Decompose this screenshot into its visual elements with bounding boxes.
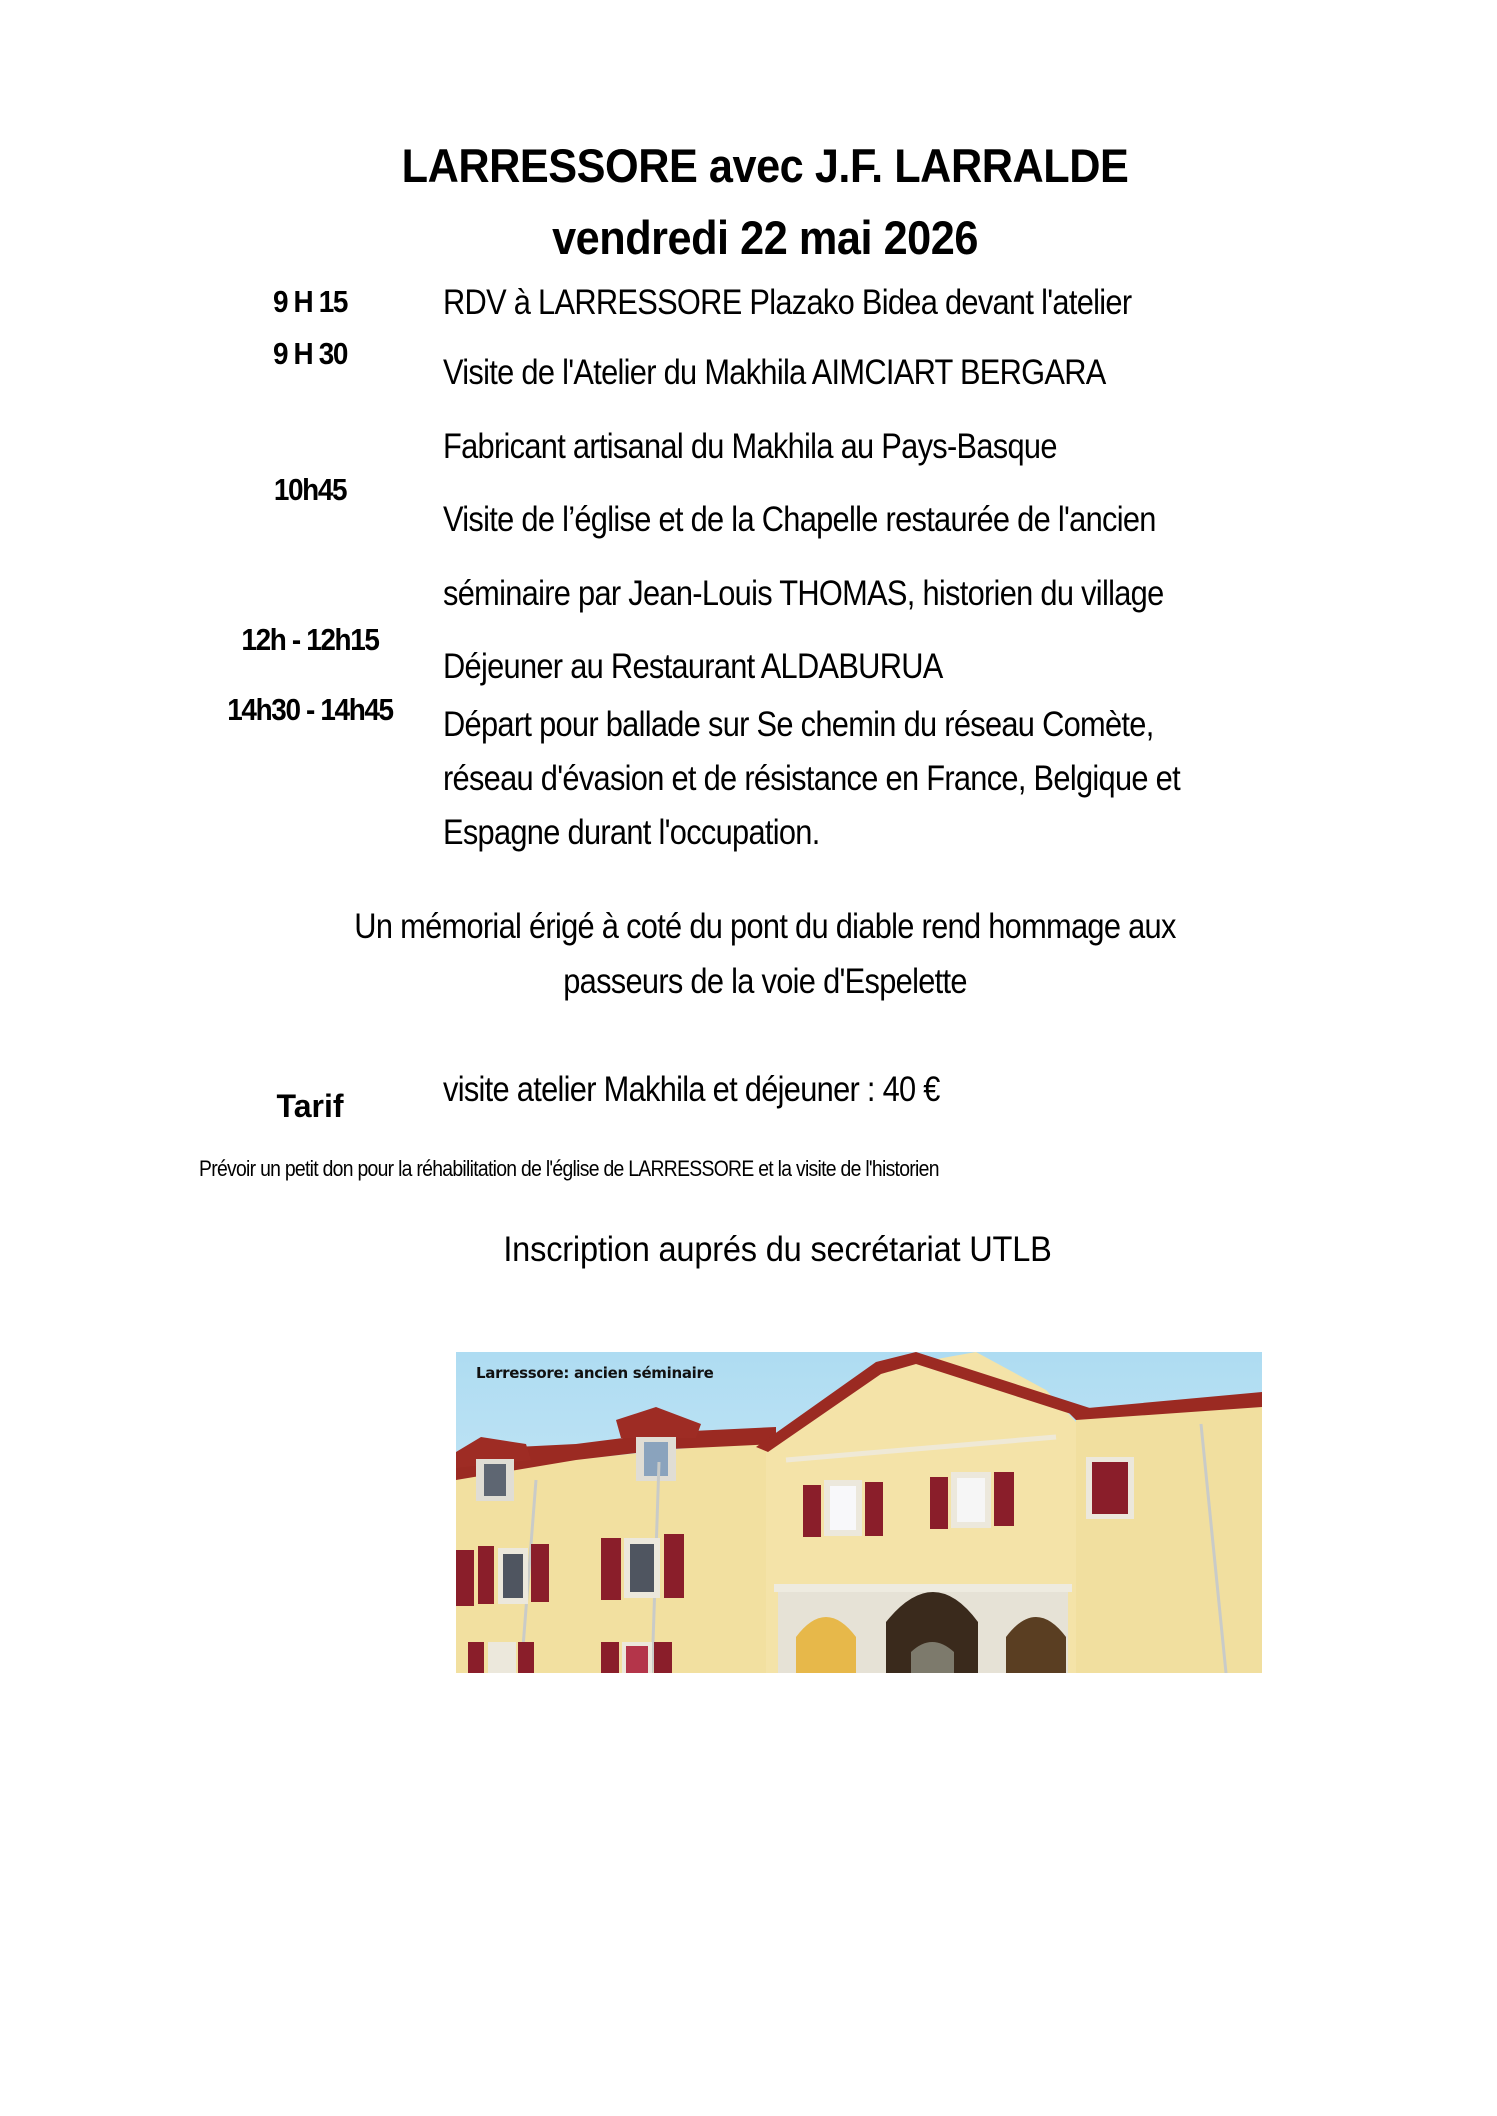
- schedule-line: réseau d'évasion et de résistance en France, Belgique et: [443, 759, 1180, 798]
- schedule-line: Déjeuner au Restaurant ALDABURUA: [443, 647, 943, 686]
- building-illustration: [456, 1352, 1262, 1673]
- schedule-line: séminaire par Jean-Louis THOMAS, historien du village: [443, 574, 1164, 613]
- donation-note: Prévoir un petit don pour la réhabilitation de l'église de LARRESSORE et la visite de l'historien: [199, 1156, 939, 1181]
- schedule-line: Visite de l’église et de la Chapelle restaurée de l'ancien: [443, 500, 1156, 539]
- schedule-line: Visite de l'Atelier du Makhila AIMCIART BERGARA: [443, 353, 1106, 392]
- memorial-line: passeurs de la voie d'Espelette: [563, 962, 967, 1001]
- schedule-line: RDV à LARRESSORE Plazako Bidea devant l'atelier: [443, 283, 1132, 322]
- event-date: vendredi 22 mai 2026: [552, 211, 978, 264]
- registration-info: Inscription auprés du secrétariat UTLB: [503, 1230, 1052, 1269]
- time-label: 9 H 30: [272, 336, 348, 371]
- seminary-photo: [456, 1352, 1262, 1673]
- schedule-line: Fabricant artisanal du Makhila au Pays-Basque: [443, 427, 1057, 466]
- photo-caption: Larressore: ancien séminaire: [476, 1364, 714, 1382]
- time-label: 12h - 12h15: [241, 622, 379, 657]
- time-label: 10h45: [273, 472, 347, 507]
- tarif-label: Tarif: [276, 1088, 344, 1124]
- page-title: LARRESSORE avec J.F. LARRALDE: [401, 139, 1129, 192]
- time-label: 9 H 15: [272, 284, 348, 319]
- schedule-line: Espagne durant l'occupation.: [443, 813, 820, 852]
- schedule-line: Départ pour ballade sur Se chemin du réseau Comète,: [443, 705, 1154, 744]
- time-label: 14h30 - 14h45: [227, 692, 393, 727]
- memorial-line: Un mémorial érigé à coté du pont du diable rend hommage aux: [354, 907, 1176, 946]
- tarif-value: visite atelier Makhila et déjeuner : 40 €: [443, 1070, 940, 1109]
